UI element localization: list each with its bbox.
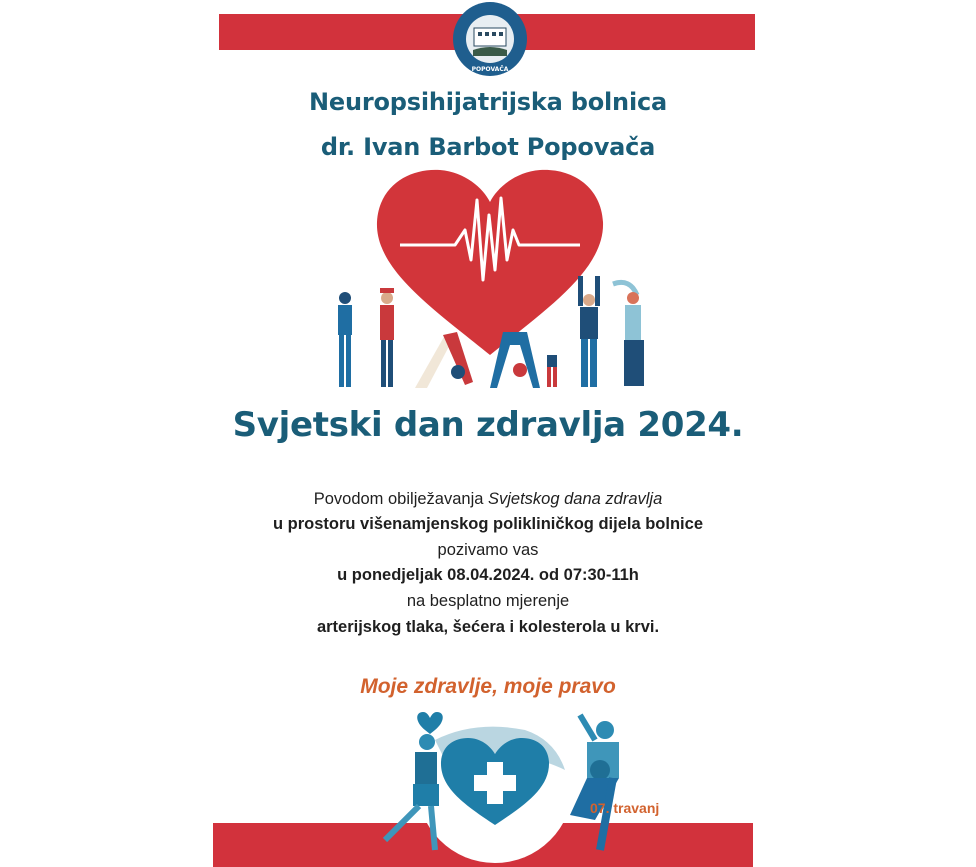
hospital-seal-icon: [449, 0, 531, 78]
invitation-line-3: pozivamo vas: [437, 541, 539, 559]
hospital-name-line1: Neuropsihijatrijska bolnica: [309, 88, 667, 116]
invitation-line-1-italic: Svjetskog dana zdravlja: [488, 490, 663, 508]
event-title: Svjetski dan zdravlja 2024.: [232, 405, 744, 445]
invitation-line-5: na besplatno mjerenje: [406, 592, 570, 610]
figure-person-bending: [415, 332, 473, 388]
heart-heartbeat-icon: [315, 160, 665, 390]
figure-man-stretching: [380, 288, 394, 387]
figure-child: [547, 355, 557, 387]
figure-woman-side-stretch: [613, 282, 644, 386]
invitation-date-time: u ponedjeljak 08.04.2024. od 07:30-11h: [337, 566, 639, 584]
figure-man-arms-raised: [578, 276, 600, 387]
invitation-line-1-prefix: Povodom obilježavanja: [313, 490, 488, 508]
slogan: Moje zdravlje, moje pravo: [360, 675, 616, 698]
svg-text:POPOVAČA: POPOVAČA: [471, 66, 509, 73]
invitation-line-1: [0, 490, 976, 509]
heart-medical-cross-icon: [355, 700, 655, 867]
figure-woman-standing: [338, 292, 352, 387]
invitation-line-2: u prostoru višenamjenskog polikliničkog dijela bolnice: [272, 515, 703, 533]
illustration-man: [570, 715, 619, 850]
invitation-measurements: arterijskog tlaka, šećera i kolesterola u krvi.: [316, 618, 660, 636]
date-tag: 07. travanj: [590, 800, 660, 816]
hospital-name-line2: dr. Ivan Barbot Popovača: [320, 133, 656, 161]
